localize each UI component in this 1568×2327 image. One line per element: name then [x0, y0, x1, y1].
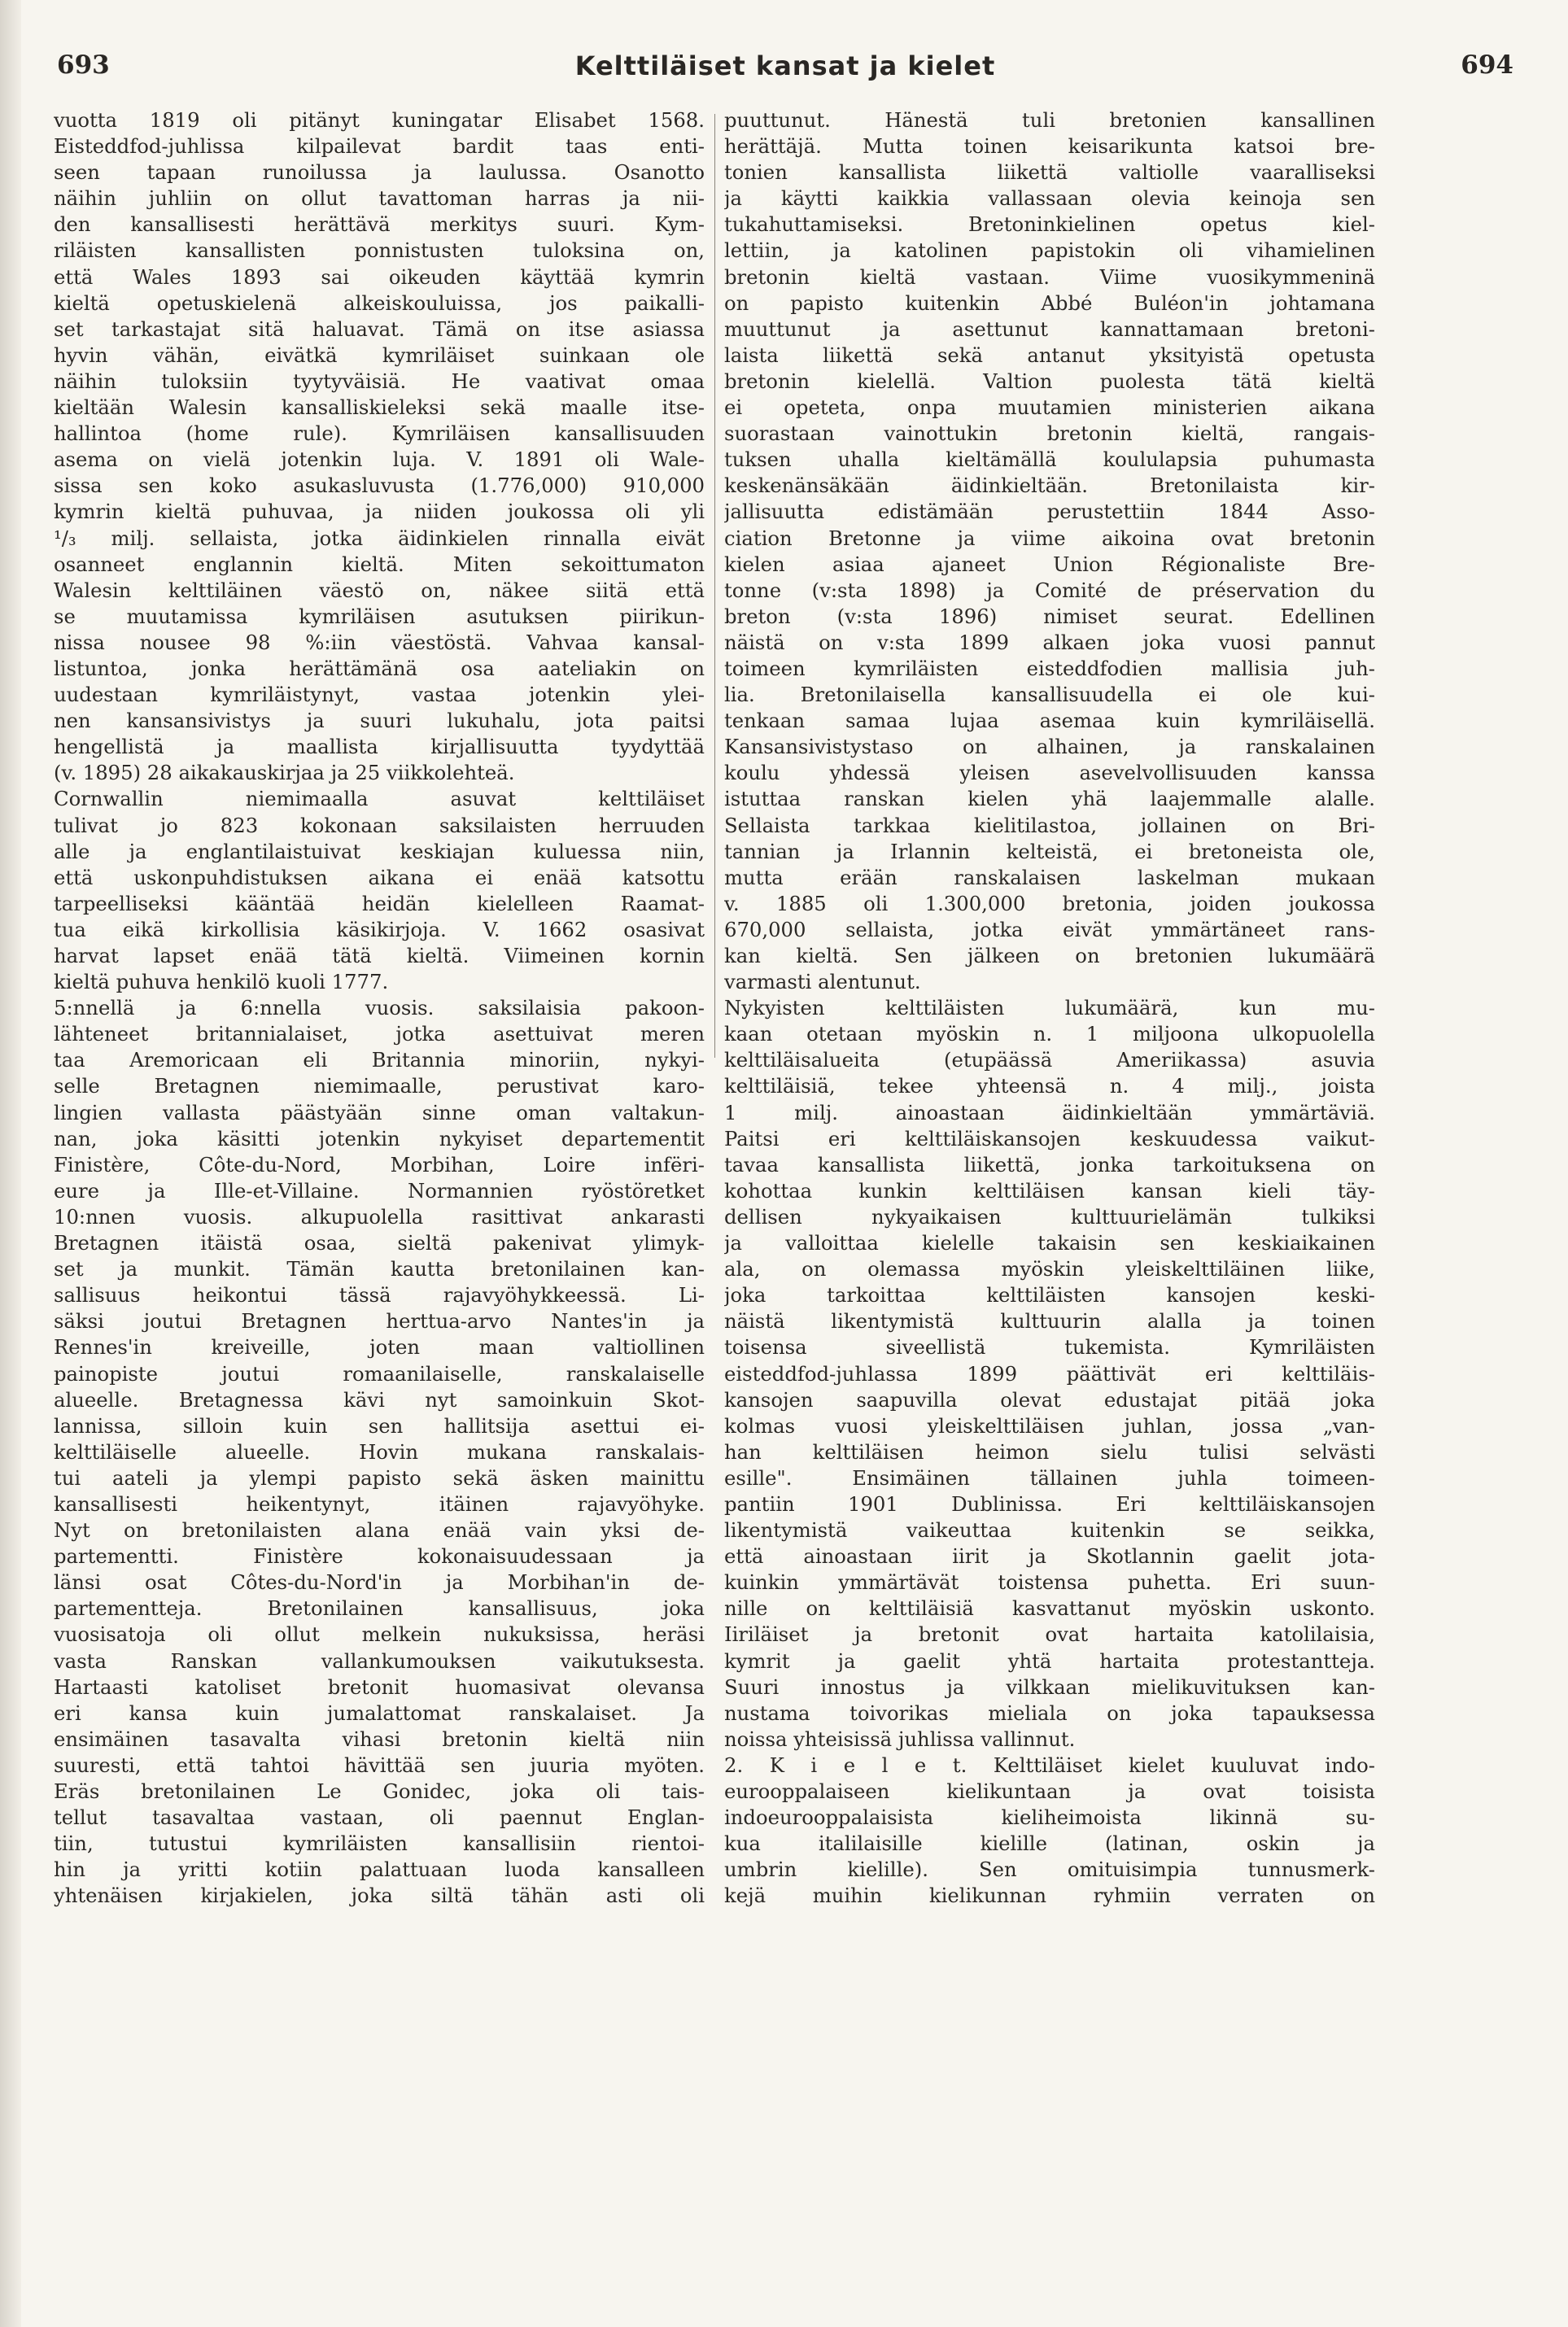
text-line: Iiriläiset ja bretonit ovat hartaita katolilaisia,	[724, 1622, 1375, 1647]
text-line: harvat lapset enää tätä kieltä. Viimeinen kornin	[54, 944, 705, 967]
text-line: alueelle. Bretagnessa kävi nyt samoinkuin Skot-	[54, 1387, 705, 1412]
text-line: kaan otetaan myöskin n. 1 miljoona ulkopuolella	[724, 1022, 1375, 1046]
text-line: likentymistä vaikeuttaa kuitenkin se seikka,	[724, 1518, 1375, 1543]
column-divider	[714, 114, 715, 1058]
text-line: tiin, tutustui kymriläisten kansallisiin rientoi-	[54, 1831, 705, 1856]
text-line: kelttiläisiä, tekee yhteensä n. 4 milj., joista	[724, 1074, 1375, 1098]
text-line: ensimäinen tasavalta vihasi bretonin kieltä niin	[54, 1727, 705, 1751]
text-line: vasta Ranskan vallankumouksen vaikutuksesta.	[54, 1648, 705, 1673]
page-number-right: 694	[1461, 50, 1513, 80]
text-line: toimeen kymriläisten eisteddfodien mallisia juh-	[724, 656, 1375, 680]
text-line: 5:nnellä ja 6:nnella vuosis. saksilaisia pakoon-	[54, 996, 705, 1020]
text-line: näistä likentymistä kulttuurin alalla ja toinen	[724, 1309, 1375, 1334]
text-line: seen tapaan runoilussa ja laulussa. Osanotto	[54, 160, 705, 185]
text-line: varmasti alentunut.	[724, 970, 921, 994]
text-line: lia. Bretonilaisella kansallisuudella ei ole kui-	[724, 683, 1375, 707]
text-line: Eräs bretonilainen Le Gonidec, joka oli tais-	[54, 1779, 705, 1803]
text-line: breton (v:sta 1896) nimiset seurat. Edellinen	[724, 604, 1375, 628]
text-line: kejä muihin kielikunnan ryhmiin verraten on	[724, 1884, 1375, 1908]
text-line: tukahuttamiseksi. Bretoninkielinen opetus kiel-	[724, 212, 1375, 237]
text-line: toisensa siveellistä tukemista. Kymriläisten	[724, 1335, 1375, 1360]
text-line: kolmas vuosi yleiskelttiläisen juhlan, jossa „van-	[724, 1413, 1375, 1438]
text-line: tavaa kansallista liikettä, jonka tarkoituksena on	[724, 1152, 1375, 1177]
text-line: länsi osat Côtes-du-Nord'in ja Morbihan'in de-	[54, 1570, 705, 1595]
text-line: lingien vallasta päästyään sinne oman valtakun-	[54, 1100, 705, 1124]
text-line: nustama toivorikas mieliala on joka tapauksessa	[724, 1700, 1375, 1725]
text-line: kieltään Walesin kansalliskieleksi sekä maalle itse-	[54, 395, 705, 420]
text-line: listuntoa, jonka herättämänä osa aateliakin on	[54, 656, 705, 680]
text-line: osanneet englannin kieltä. Miten sekoittumaton	[54, 552, 705, 576]
text-line: suuresti, että tahtoi hävittää sen juuria myöten.	[54, 1753, 705, 1777]
text-line: Walesin kelttiläinen väestö on, näkee siitä että	[54, 578, 705, 602]
text-line: tuksen uhalla kieltämällä koululapsia puhumasta	[724, 448, 1375, 472]
text-line: taa Aremoricaan eli Britannia minoriin, nykyi-	[54, 1048, 705, 1072]
text-line: sallisuus heikontui tässä rajavyöhykkeessä. Li-	[54, 1283, 705, 1308]
text-line: pantiin 1901 Dublinissa. Eri kelttiläiskansojen	[724, 1491, 1375, 1516]
text-line: kymrit ja gaelit yhtä hartaita protestantteja.	[724, 1648, 1375, 1673]
text-line: puuttunut. Hänestä tuli bretonien kansallinen	[724, 108, 1375, 132]
text-line: nille on kelttiläisiä kasvattanut myöskin uskonto.	[724, 1596, 1375, 1621]
text-line: vuotta 1819 oli pitänyt kuningatar Elisabet 1568.	[54, 108, 705, 132]
text-line: joka tarkoittaa kelttiläisten kansojen keski-	[724, 1283, 1375, 1308]
text-line: set tarkastajat sitä haluavat. Tämä on itse asiassa	[54, 317, 705, 341]
text-line: noissa yhteisissä juhlissa vallinnut.	[724, 1727, 1076, 1751]
left-text-column	[54, 107, 705, 1909]
text-line: kelttiläisalueita (etupäässä Ameriikassa) asuvia	[724, 1048, 1375, 1072]
text-line: eurooppalaiseen kielikuntaan ja ovat toisista	[724, 1779, 1375, 1803]
text-line: set ja munkit. Tämän kautta bretonilainen kan-	[54, 1257, 705, 1281]
text-line: tenkaan samaa lujaa asemaa kuin kymriläisellä.	[724, 709, 1375, 733]
page-number-left: 693	[57, 50, 110, 80]
text-line: Nyt on bretonilaisten alana enää vain yksi de-	[54, 1518, 705, 1543]
text-line: partementti. Finistère kokonaisuudessaan ja	[54, 1544, 705, 1569]
text-line: kielen asiaa ajaneet Union Régionaliste Bre-	[724, 552, 1375, 576]
text-line: ja käytti kaikkia vallassaan olevia keinoja sen	[724, 186, 1375, 211]
text-line: 2. K i e l e t. Kelttiläiset kielet kuuluvat indo-	[724, 1753, 1375, 1777]
text-line: sissa sen koko asukasluvusta (1.776,000) 910,000	[54, 474, 705, 498]
text-line: kan kieltä. Sen jälkeen on bretonien lukumäärä	[724, 944, 1375, 967]
text-line: indoeurooppalaisista kieliheimoista likinnä su-	[724, 1805, 1375, 1830]
text-line: ei opeteta, onpa muutamien ministerien aikana	[724, 395, 1375, 420]
text-line: kymrin kieltä puhuvaa, ja niiden joukossa oli yli	[54, 500, 705, 524]
text-line: nissa nousee 98 %:iin väestöstä. Vahvaa kansal-	[54, 630, 705, 654]
text-line: umbrin kielille). Sen omituisimpia tunnusmerk-	[724, 1858, 1375, 1882]
text-line: on papisto kuitenkin Abbé Buléon'in johtamana	[724, 290, 1375, 315]
page-binding-edge	[0, 0, 21, 2327]
text-line: Nykyisten kelttiläisten lukumäärä, kun mu-	[724, 996, 1375, 1020]
text-line: muuttunut ja asettunut kannattamaan bretoni-	[724, 317, 1375, 341]
text-line: kieltä opetuskielenä alkeiskouluissa, jos paikalli-	[54, 290, 705, 315]
text-line: uudestaan kymriläistynyt, vastaa jotenkin ylei-	[54, 683, 705, 707]
text-line: kohottaa kunkin kelttiläisen kansan kieli täy-	[724, 1178, 1375, 1203]
text-line: ciation Bretonne ja viime aikoina ovat bretonin	[724, 526, 1375, 550]
text-line: (v. 1895) 28 aikakauskirjaa ja 25 viikkolehteä.	[54, 761, 515, 785]
text-line: Sellaista tarkkaa kielitilastoa, jollainen on Bri-	[724, 813, 1375, 837]
text-line: Rennes'in kreiveille, joten maan valtiollinen	[54, 1335, 705, 1360]
text-line: tua eikä kirkollisia käsikirjoja. V. 1662 osasivat	[54, 917, 705, 941]
running-title: Kelttiläiset kansat ja kielet	[574, 50, 996, 81]
text-line: näistä on v:sta 1899 alkaen joka vuosi pannut	[724, 630, 1375, 654]
text-line: 1 milj. ainoastaan äidinkieltään ymmärtäviä.	[724, 1100, 1375, 1124]
text-line: tarpeelliseksi kääntää heidän kielelleen Raamat-	[54, 891, 705, 915]
text-line: kansojen saapuvilla olevat edustajat pitää joka	[724, 1387, 1375, 1412]
text-line: asema on vielä jotenkin luja. V. 1891 oli Wale-	[54, 448, 705, 472]
text-line: 10:nnen vuosis. alkupuolella rasittivat ankarasti	[54, 1204, 705, 1229]
text-line: Finistère, Côte-du-Nord, Morbihan, Loire infëri-	[54, 1152, 705, 1177]
text-line: Kansansivistystaso on alhainen, ja ranskalainen	[724, 735, 1375, 759]
text-line: eure ja Ille-et-Villaine. Normannien ryöstöretket	[54, 1178, 705, 1203]
text-line: dellisen nykyaikaisen kulttuurielämän tulkiksi	[724, 1204, 1375, 1229]
text-line: että Wales 1893 sai oikeuden käyttää kymrin	[54, 264, 705, 289]
text-line: Bretagnen itäistä osaa, sieltä pakenivat ylimyk-	[54, 1231, 705, 1255]
text-line: 670,000 sellaista, jotka eivät ymmärtäneet rans-	[724, 917, 1375, 941]
text-line: Hartaasti katoliset bretonit huomasivat olevansa	[54, 1674, 705, 1699]
text-line: hengellistä ja maallista kirjallisuutta tyydyttää	[54, 735, 705, 759]
text-line: hallintoa (home rule). Kymriläisen kansallisuuden	[54, 421, 705, 446]
text-line: Paitsi eri kelttiläiskansojen keskuudessa vaikut-	[724, 1126, 1375, 1150]
text-line: jallisuutta edistämään perustettiin 1844 Asso-	[724, 500, 1375, 524]
text-line: bretonin kielellä. Valtion puolesta tätä kieltä	[724, 369, 1375, 393]
right-text-column	[724, 107, 1375, 1909]
text-line: suorastaan vainottukin bretonin kieltä, rangais-	[724, 421, 1375, 446]
text-line: näihin tuloksiin tyytyväisiä. He vaativat omaa	[54, 369, 705, 393]
text-line: ala, on olemassa myöskin yleiskelttiläinen liike,	[724, 1257, 1375, 1281]
text-line: kieltä puhuva henkilö kuoli 1777.	[54, 970, 389, 994]
text-line: koulu yhdessä yleisen asevelvollisuuden kanssa	[724, 761, 1375, 785]
text-line: tonien kansallista liikettä valtiolle vaaralliseksi	[724, 160, 1375, 185]
text-line: Suuri innostus ja vilkkaan mielikuvituksen kan-	[724, 1674, 1375, 1699]
text-line: riläisten kansallisten ponnistusten tuloksina on,	[54, 238, 705, 263]
text-line: istuttaa ranskan kielen yhä laajemmalle alalle.	[724, 787, 1375, 811]
text-line: että ainoastaan iirit ja Skotlannin gaelit jota-	[724, 1544, 1375, 1569]
text-line: säksi joutui Bretagnen herttua-arvo Nantes'in ja	[54, 1309, 705, 1334]
text-line: tannian ja Irlannin kelteistä, ei bretoneista ole,	[724, 839, 1375, 863]
text-line: kansallisesti heikentynyt, itäinen rajavyöhyke.	[54, 1491, 705, 1516]
text-line: ¹/₃ milj. sellaista, jotka äidinkielen rinnalla eivät	[54, 526, 705, 550]
text-line: nan, joka käsitti jotenkin nykyiset departementit	[54, 1126, 705, 1150]
text-line: keskenänsäkään äidinkieltään. Bretonilaista kir-	[724, 474, 1375, 498]
text-line: tonne (v:sta 1898) ja Comité de préservation du	[724, 578, 1375, 602]
text-line: kelttiläiselle alueelle. Hovin mukana ranskalais-	[54, 1439, 705, 1464]
text-line: alle ja englantilaistuivat keskiajan kuluessa niin,	[54, 839, 705, 863]
text-line: Cornwallin niemimaalla asuvat kelttiläiset	[54, 787, 705, 811]
text-line: lannissa, silloin kuin sen hallitsija asettui ei-	[54, 1413, 705, 1438]
text-line: selle Bretagnen niemimaalle, perustivat karo-	[54, 1074, 705, 1098]
text-line: ja valloittaa kielelle takaisin sen keskiaikainen	[724, 1231, 1375, 1255]
text-line: nen kansansivistys ja suuri lukuhalu, jota paitsi	[54, 709, 705, 733]
text-line: lähteneet britannialaiset, jotka asettuivat meren	[54, 1022, 705, 1046]
text-line: näihin juhliin on ollut tavattoman harras ja nii-	[54, 186, 705, 211]
text-line: se muutamissa kymriläisen asutuksen piirikun-	[54, 604, 705, 628]
text-line: tellut tasavaltaa vastaan, oli paennut Englan-	[54, 1805, 705, 1830]
text-line: yhtenäisen kirjakielen, joka siltä tähän asti oli	[54, 1884, 705, 1908]
text-line: herättäjä. Mutta toinen keisarikunta katsoi bre-	[724, 134, 1375, 159]
page-header	[57, 50, 1513, 91]
text-line: eisteddfod-juhlassa 1899 päättivät eri kelttiläis-	[724, 1361, 1375, 1386]
text-line: v. 1885 oli 1.300,000 bretonia, joiden joukossa	[724, 891, 1375, 915]
text-line: den kansallisesti herättävä merkitys suuri. Kym-	[54, 212, 705, 237]
text-line: mutta erään ranskalaisen laskelman mukaan	[724, 865, 1375, 889]
text-line: Eisteddfod-juhlissa kilpailevat bardit taas enti-	[54, 134, 705, 159]
text-line: partementteja. Bretonilainen kansallisuus, joka	[54, 1596, 705, 1621]
text-line: vuosisatoja oli ollut melkein nukuksissa, heräsi	[54, 1622, 705, 1647]
text-line: lettiin, ja katolinen papistokin oli vihamielinen	[724, 238, 1375, 263]
text-line: että uskonpuhdistuksen aikana ei enää katsottu	[54, 865, 705, 889]
text-line: hyvin vähän, eivätkä kymriläiset suinkaan ole	[54, 343, 705, 367]
text-line: hin ja yritti kotiin palattuaan luoda kansalleen	[54, 1858, 705, 1882]
text-line: kua italilaisille kielille (latinan, oskin ja	[724, 1831, 1375, 1856]
text-line: tulivat jo 823 kokonaan saksilaisten herruuden	[54, 813, 705, 837]
text-line: bretonin kieltä vastaan. Viime vuosikymmeninä	[724, 264, 1375, 289]
text-line: tui aateli ja ylempi papisto sekä äsken mainittu	[54, 1465, 705, 1490]
text-line: esille". Ensimäinen tällainen juhla toimeen-	[724, 1465, 1375, 1490]
text-line: eri kansa kuin jumalattomat ranskalaiset. Ja	[54, 1700, 705, 1725]
text-line: painopiste joutui romaanilaiselle, ranskalaiselle	[54, 1361, 705, 1386]
text-line: kuinkin ymmärtävät toistensa puhetta. Eri suun-	[724, 1570, 1375, 1595]
text-line: laista liikettä sekä antanut yksityistä opetusta	[724, 343, 1375, 367]
text-line: han kelttiläisen heimon sielu tulisi selvästi	[724, 1439, 1375, 1464]
